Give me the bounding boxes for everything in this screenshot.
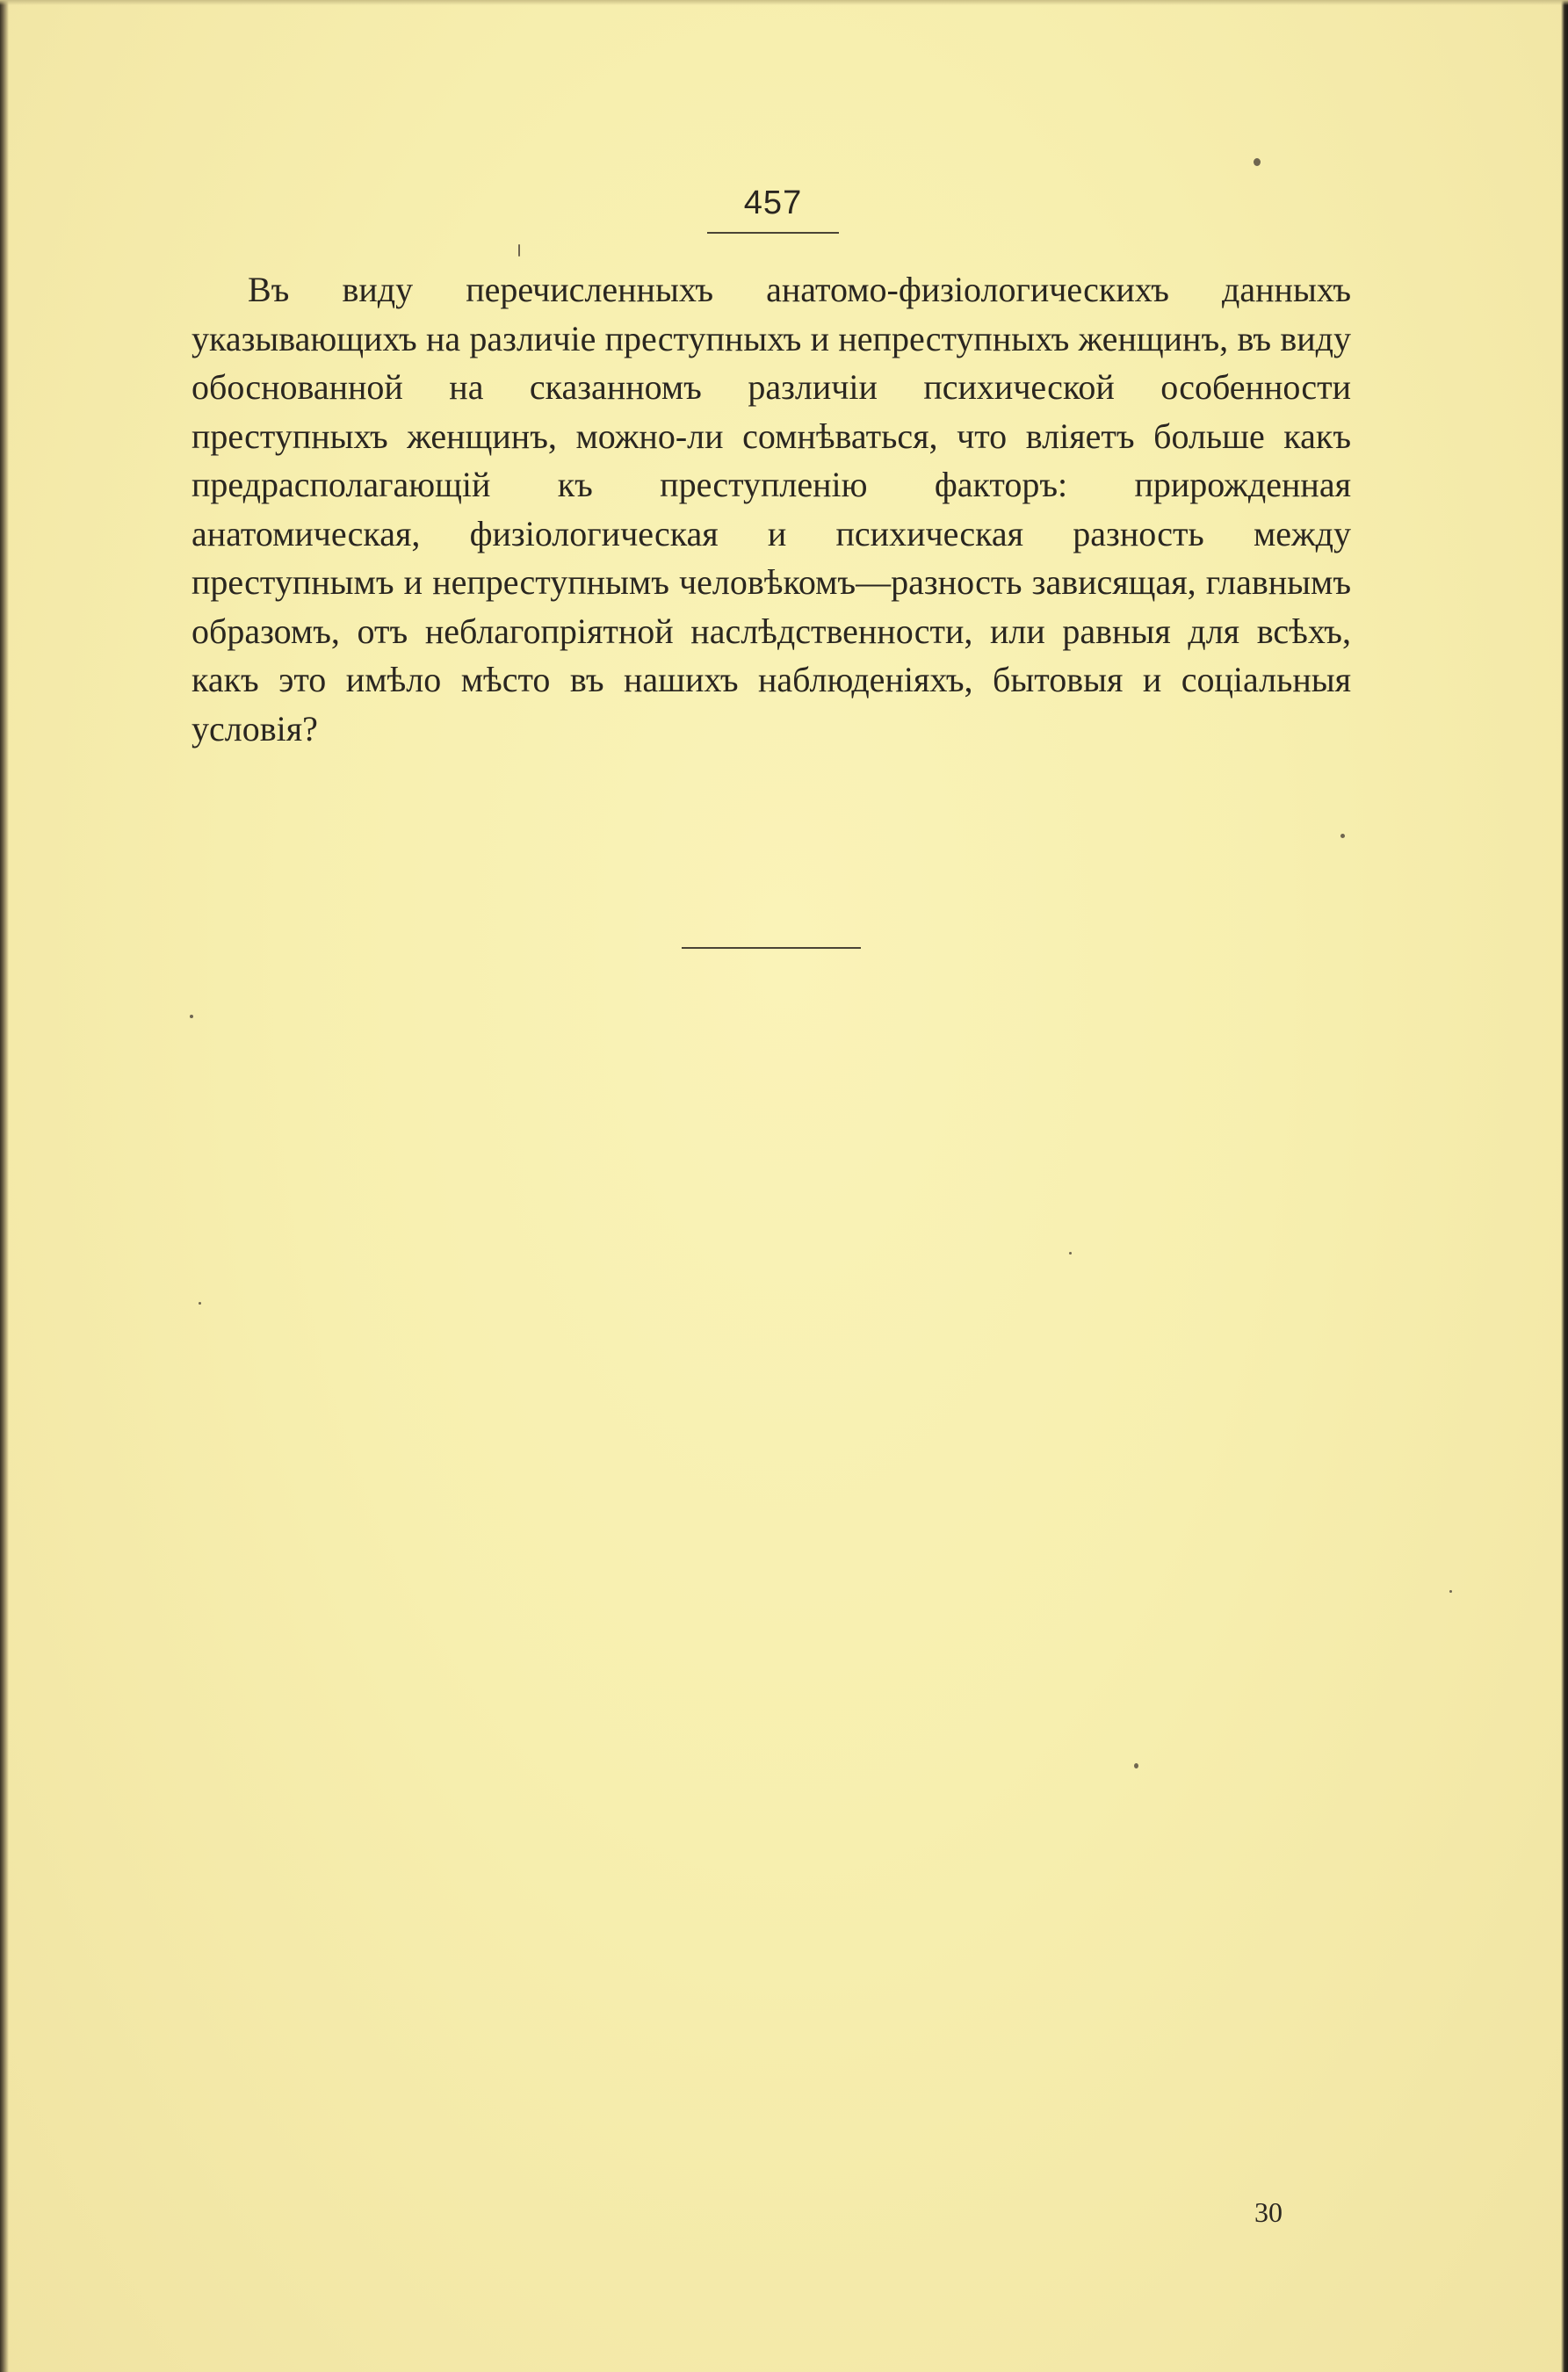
- end-of-text-rule: [682, 947, 861, 949]
- page-number-underline: [707, 232, 839, 234]
- page-top-edge-shadow: [0, 0, 1568, 5]
- page-number: 457: [743, 184, 803, 221]
- page-left-edge-shadow: [0, 0, 9, 2372]
- paper-speck: [1449, 1590, 1452, 1593]
- paper-speck: [518, 244, 520, 257]
- paper-speck: [1134, 1763, 1138, 1768]
- page-right-edge-shadow: [1561, 0, 1568, 2372]
- paper-speck: [1069, 1252, 1072, 1255]
- paper-speck: [190, 1015, 193, 1018]
- paper-speck: [1340, 834, 1345, 838]
- paper-speck: [199, 1302, 201, 1305]
- signature-mark: 30: [1254, 2196, 1283, 2228]
- paper-speck: [1254, 158, 1261, 166]
- body-paragraph: Въ виду перечисленныхъ анатомо-физіологическихъ данныхъ указывающихъ на различіе преступныхъ и непреступныхъ женщинъ, въ виду обоснованной на сказанномъ различіи психической особенности преступныхъ женщинъ, можно-ли сомнѣваться, что вліяетъ больше какъ предрасполагающій къ преступленію факторъ: прирожденная анатомическая, физіологическая и психическая разность между преступнымъ и непреступнымъ человѣкомъ—разность зависящая, главнымъ образомъ, отъ неблагопріятной наслѣдственности, или равныя для всѣхъ, какъ это имѣло мѣсто въ нашихъ наблюденіяхъ, бытовыя и соціальныя условія?: [191, 270, 1351, 748]
